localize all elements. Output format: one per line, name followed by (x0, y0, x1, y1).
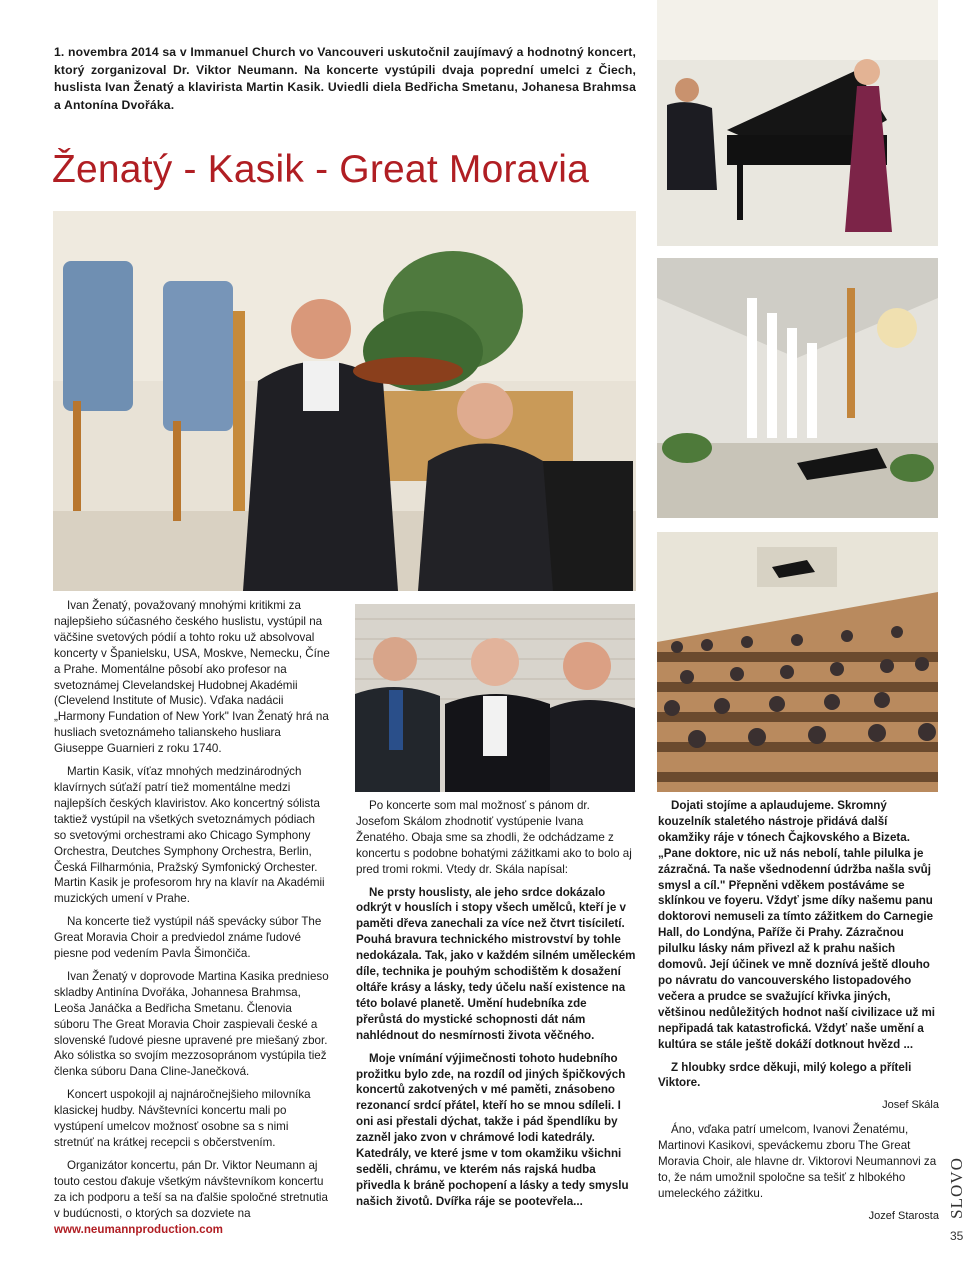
article-column-2 (356, 798, 636, 1217)
page-number: 35 (950, 1229, 964, 1243)
photo-pianist-singer (657, 0, 938, 246)
col1-paragraph: Ivan Ženatý, považovaný mnohými kritikmi za najlepšieho súčasného českého huslistu, vystúpil na väčšine svetových pódií a tohto roku už absolvoval koncerty v Španielsku, USA, Moskve, Nemecku, Číne a Prahe. Momentálne pôsobí ako profesor na svetoznámej Clevelandskej Hudobnej Akadémii (Clevelend Institute of Music). Vďaka nadácii „Harmony Fundation of New York" Ivan Ženatý hrá na husliach svetoznámeho talianskeho husliara Giuseppe Guarnieri z roku 1740. (54, 599, 330, 756)
col1-paragraph: Na koncerte tiež vystúpil náš spevácky súbor The Great Moravia Choir a predviedol známe ľudové piesne pod vedením Pavla Šimončiča. (54, 915, 322, 961)
col1-paragraph: Koncert uspokojil aj najnáročnejšieho milovníka klasickej hudby. Návštevníci koncertu mali po vystúpení umelcov možnosť osobne sa s nimi stretnúť na krátkej recepcii s občerstvením. (54, 1088, 311, 1149)
photo-audience (657, 532, 938, 792)
photo-three-musicians (355, 604, 635, 792)
col3-quote-paragraph: Dojati stojíme a aplaudujeme. Skromný kouzelník staletého nástroje přidává další okamžiky ráje v tónech Čajkovského a Bizeta. „Pane doktore, nic už nás nebolí, tahle pilulka je zázračná. Ta naše všednodenní údržba našla svůj smysl a cíl." Přepněni vděkem postáváme se sklínkou ve foyeru. Vždyť jsme díky našemu panu doktorovi nemuseli za tímto zážitkem do Carnegie Hall, do Londýna, Paříže či Prahy. Zázračnou pilulku lásky nám přivezl až k prahu našich domovů. Její účinek ve mně doznívá ještě dlouho po návratu do vancouverského listopadového večera a prudce se svažující křivka jiných, většinou nedůležitých hodnot naší civilizace už mi nepřipadá tak katastrofická. Vždyť naše umění a kultúra se stále ještě dokáží dotknout hvězd ... (658, 799, 936, 1051)
main-photo-violinist-pianist (53, 211, 636, 591)
article-column-3 (658, 798, 939, 1233)
signature-josef-skala: Josef Skála (882, 1099, 939, 1112)
svg-text:SLOVO: SLOVO (947, 1157, 966, 1219)
magazine-logo (947, 1148, 969, 1228)
col3-paragraph: Áno, vďaka patrí umelcom, Ivanovi Ženatému, Martinovi Kasikovi, speváckemu zboru The Great Moravia Choir, ale hlavne dr. Viktorovi Neumannovi za to, že nám umožnil spoločne sa tešiť z hlbokého umeleckého zážitku. (658, 1123, 937, 1200)
col2-quote-paragraph: Ne prsty houslisty, ale jeho srdce dokázalo odkrýt v houslích i stopy všech umělců, kteří je v paměti dřeva zanechali za více než čtvrt tisíciletí. Pouhá bravura technického mistrovství by tohle nedokázala. Tak, jako v každém silném uměleckém díle, technika je pouhým schodištěm k dosažení oltáře krásy a lásky, tedy účelu naší existence na této bolavé planetě. Umění hudebníka zde přerůstá do mystické schopnosti dát nám nahlédnout do nesmírnosti života věčného. (356, 885, 636, 1042)
col1-paragraph: Martin Kasik, víťaz mnohých medzinárodných klavírnych súťaží patrí tiež momentálne medzi najlepších českých klaviristov. Ako koncertný sólista taktiež vystúpil na všetkých svetoznámych pódiach so svetovými orchestrami ako Chicago Symphony Orchestra, Deutches Symphony Orchestra, Berlin, Česká Filharmónia, Pražský Symfonický Orchester. Martin Kasik je profesorom hry na klavír na Akadémii muzických umení v Prahe. (54, 765, 325, 906)
photo-church-stage (657, 258, 938, 518)
article-column-1 (54, 598, 330, 1244)
col3-quote-paragraph: Z hloubky srdce děkuji, milý kolego a příteli Viktore. (658, 1060, 912, 1090)
col1-paragraph: Organizátor koncertu, pán Dr. Viktor Neumann aj touto cestou ďakuje všetkým návštevníkom koncertu za ich podporu a teší sa na ďalšie spoločné stretnutia v budúcnosti, o ktorých sa dozviete na (54, 1158, 328, 1220)
headline: Ženatý - Kasik - Great Moravia (52, 148, 589, 191)
signature-jozef-starosta: Jozef Starosta (868, 1209, 939, 1222)
col1-paragraph: Ivan Ženatý v doprovode Martina Kasika prednieso skladby Antinína Dvořáka, Johannesa Brahmsa, Leoša Janáčka a Bedřicha Smetanu. Členovia súboru The Great Moravia Choir zaspievali české a slovenské ľudové piesne upravené pre miešaný zbor. Ako sólistka so svojím mezzosopránom vystúpila tiež členka súboru Dana Cline-Janečková. (54, 969, 329, 1079)
col2-paragraph: Po koncerte som mal možnosť s pánom dr. Josefom Skálom zhodnotiť vystúpenie Ivana Ženatého. Obaja sme sa zhodli, že odchádzame z koncertu s podobne bohatými zážitkami ako to bolo aj pred tromi rokmi. Vtedy dr. Skála napísal: (356, 799, 632, 876)
website-link[interactable]: www.neumannproduction.com (54, 1222, 223, 1236)
lead-paragraph: 1. novembra 2014 sa v Immanuel Church vo Vancouveri uskutočnil zaujímavý a hodnotný koncert, ktorý zorganizoval Dr. Viktor Neumann. Na koncerte vystúpili dvaja poprední umelci z Čiech, huslista Ivan Ženatý a klavirista Martin Kasik. Uviedli diela Bedřicha Smetanu, Johanesa Brahmsa a Antonína Dvořáka. (54, 45, 636, 112)
col2-quote-paragraph: Moje vnímání výjimečnosti tohoto hudebního prožitku bylo zde, na rozdíl od jiných špičkových koncertů zakotvených v mé paměti, znásobeno rezonancí srdcí přátel, kteří ho se mnou sdíleli. I oni asi přestali dýchat, takže i pád špendlíku by zazněl jako zvon v chrámové lodi katedrály. Katedrály, ve které jsme v tom okamžiku všichni seděli, chrámu, ve kterém nás rajská hudba přivedla k bráně pochopení a lásky a tedy smyslu našich životů. Dvířka ráje se pootevřela... (356, 1051, 629, 1208)
